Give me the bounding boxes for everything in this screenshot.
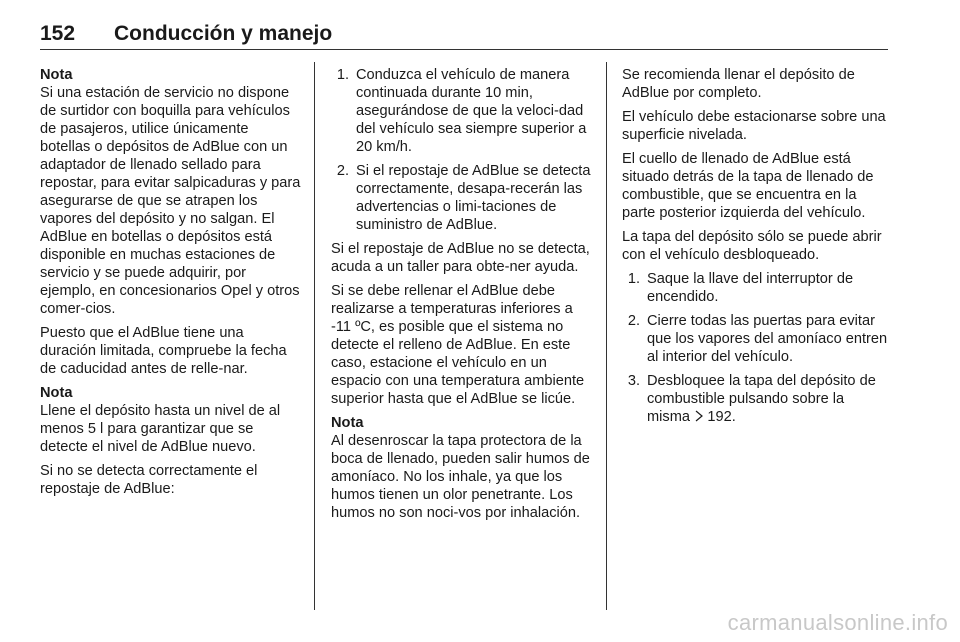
list-item xyxy=(622,372,890,426)
chapter-title: Conducción y manejo xyxy=(114,22,333,45)
paragraph: El cuello de llenado de AdBlue está situado detrás de la tapa de llenado de combustible, que se encuentra en la parte posterior izquierda del vehículo. xyxy=(622,151,874,221)
step-text: Saque la llave del interruptor de encendido. xyxy=(647,271,854,305)
column-1 xyxy=(40,66,302,504)
step-number: 1. xyxy=(336,67,349,83)
note-label: Nota xyxy=(331,415,364,431)
paragraph: La tapa del depósito sólo se puede abrir con el vehículo desbloqueado. xyxy=(622,229,882,263)
note-label: Nota xyxy=(40,385,73,401)
note-text: Al desenroscar la tapa protectora de la boca de llenado, pueden salir humos de amoníaco. No los inhale, ya que los humos tienen un olor penetrante. Los humos no son noci-vos por inhalación. xyxy=(331,433,590,521)
paragraph: Se recomienda llenar el depósito de AdBlue por completo. xyxy=(622,67,855,101)
steps-list xyxy=(331,66,595,234)
step-text: Cierre todas las puertas para evitar que los vapores del amoníaco entren al interior del vehículo. xyxy=(647,313,888,365)
page-reference-arrow-icon xyxy=(694,410,707,424)
list-item xyxy=(622,270,890,306)
page-reference[interactable]: 192. xyxy=(707,409,736,425)
step-text: Si el repostaje de AdBlue se detecta correctamente, desapa-recerán las advertencias o limi-taciones de suministro de AdBlue. xyxy=(356,163,591,233)
column-3 xyxy=(622,66,890,432)
step-number: 1. xyxy=(627,271,640,287)
step-number: 3. xyxy=(627,373,640,389)
step-number: 2. xyxy=(627,313,640,329)
paragraph: Puesto que el AdBlue tiene una duración limitada, compruebe la fecha de caducidad antes de relle-nar. xyxy=(40,325,287,377)
note-label: Nota xyxy=(40,67,73,83)
list-item xyxy=(331,66,595,156)
step-text: Desbloquee la tapa del depósito de combustible pulsando sobre la misma xyxy=(647,373,876,425)
list-item xyxy=(331,162,595,234)
column-divider-1 xyxy=(314,62,315,610)
page-header xyxy=(40,22,888,52)
paragraph: Si no se detecta correctamente el repostaje de AdBlue: xyxy=(40,463,258,497)
header-rule xyxy=(40,49,888,50)
steps-list xyxy=(622,270,890,426)
list-item xyxy=(622,312,890,366)
paragraph: Si el repostaje de AdBlue no se detecta, acuda a un taller para obte-ner ayuda. xyxy=(331,241,590,275)
note-text: Llene el depósito hasta un nivel de al menos 5 l para garantizar que se detecte el nivel de AdBlue nuevo. xyxy=(40,403,281,455)
column-2 xyxy=(331,66,595,528)
paragraph: El vehículo debe estacionarse sobre una superficie nivelada. xyxy=(622,109,886,143)
note-text: Si una estación de servicio no dispone de surtidor con boquilla para vehículos de pasajeros, utilice únicamente botellas o depósitos de AdBlue con un adaptador de llenado sellado para repostar, para evitar salpicaduras y para asegurarse de que se atrapen los vapores del depósito y no salgan. El AdBlue en botellas o depósitos está disponible en muchas estaciones de servicio y se puede adquirir, por ejemplo, en concesionarios Opel y otros comer-cios. xyxy=(40,85,301,317)
step-text: Conduzca el vehículo de manera continuada durante 10 min, asegurándose de que la veloci-dad del vehículo sea siempre superior a 20 km/h. xyxy=(356,67,587,155)
watermark: carmanualsonline.info xyxy=(727,610,948,635)
page-number: 152 xyxy=(40,22,76,45)
column-divider-2 xyxy=(606,62,607,610)
paragraph: Si se debe rellenar el AdBlue debe realizarse a temperaturas inferiores a -11 ºC, es posible que el sistema no detecte el relleno de AdBlue. En este caso, estacione el vehículo en un espacio con una temperatura ambiente superior hasta que el AdBlue se licúe. xyxy=(331,283,585,407)
step-number: 2. xyxy=(336,163,349,179)
